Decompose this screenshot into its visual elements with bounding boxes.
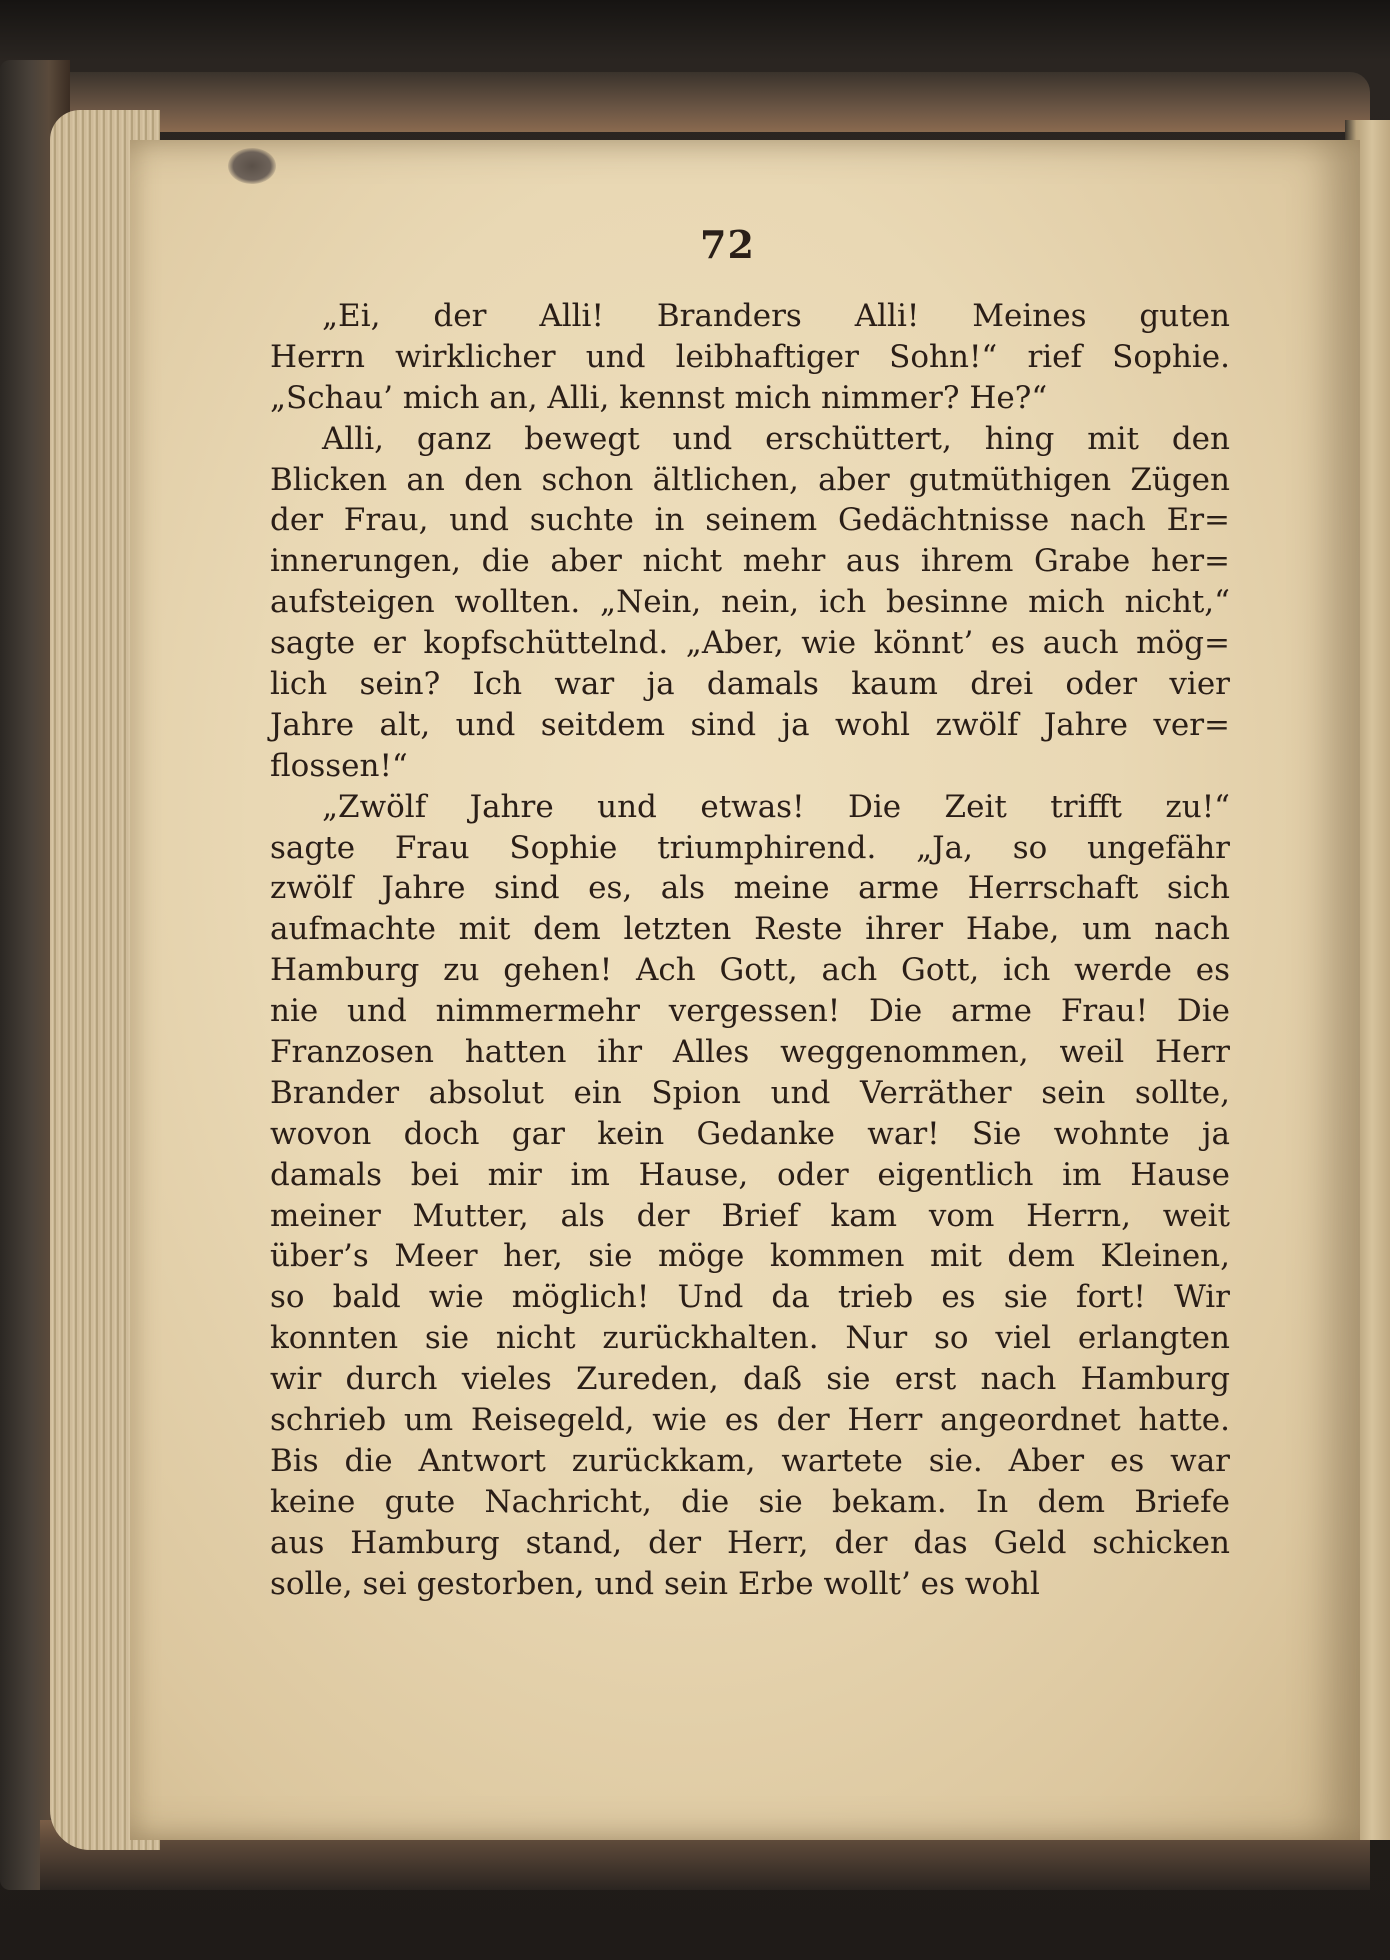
text-line: Franzosen hatten ihr Alles weggenommen, weil Herr: [270, 1034, 1230, 1071]
text-line: Hamburg zu gehen! Ach Gott, ach Gott, ich werde es: [270, 952, 1230, 989]
text-line: der Frau, und suchte in seinem Gedächtnisse nach Er=: [270, 502, 1230, 539]
text-line: aus Hamburg stand, der Herr, der das Geld schicken: [270, 1524, 1230, 1561]
text-line: keine gute Nachricht, die sie bekam. In dem Briefe: [270, 1483, 1230, 1520]
text-line: wovon doch gar kein Gedanke war! Sie wohnte ja: [270, 1115, 1230, 1152]
text-line: konnten sie nicht zurückhalten. Nur so viel erlangten: [270, 1320, 1230, 1357]
text-line: aufmachte mit dem letzten Reste ihrer Habe, um nach: [270, 911, 1230, 948]
text-line: flossen!“: [270, 747, 408, 784]
text-line: solle, sei gestorben, und sein Erbe wollt’ es wohl: [270, 1565, 1040, 1602]
text-line: so bald wie möglich! Und da trieb es sie fort! Wir: [270, 1279, 1230, 1316]
text-line: „Ei, der Alli! Branders Alli! Meines guten: [322, 298, 1230, 334]
text-line: lich sein? Ich war ja damals kaum drei oder vier: [270, 666, 1230, 703]
text-line: Brander absolut ein Spion und Verräther sein sollte,: [270, 1074, 1230, 1111]
text-line: zwölf Jahre sind es, als meine arme Herrschaft sich: [270, 870, 1230, 907]
text-line: über’s Meer her, sie möge kommen mit dem Kleinen,: [270, 1238, 1230, 1275]
text-line: Jahre alt, und seitdem sind ja wohl zwölf Jahre ver=: [270, 706, 1230, 743]
text-line: sagte Frau Sophie triumphirend. „Ja, so ungefähr: [270, 829, 1230, 866]
text-line: Bis die Antwort zurückkam, wartete sie. Aber es war: [270, 1442, 1230, 1479]
text-line: „Zwölf Jahre und etwas! Die Zeit trifft zu!“: [322, 788, 1230, 825]
page-number: 72: [700, 222, 755, 267]
ink-stain: [228, 148, 276, 184]
text-line: aufsteigen wollten. „Nein, nein, ich besinne mich nicht,“: [270, 584, 1230, 621]
text-line: schrieb um Reisegeld, wie es der Herr angeordnet hatte.: [270, 1402, 1230, 1439]
text-line: innerungen, die aber nicht mehr aus ihrem Grabe her=: [270, 543, 1230, 580]
text-line: Alli, ganz bewegt und erschüttert, hing mit den: [322, 420, 1230, 457]
text-line: damals bei mir im Hause, oder eigentlich im Hause: [270, 1156, 1230, 1193]
text-line: „Schau’ mich an, Alli, kennst mich nimmer? He?“: [270, 379, 1048, 416]
text-line: wir durch vieles Zureden, daß sie erst nach Hamburg: [270, 1361, 1230, 1398]
text-line: meiner Mutter, als der Brief kam vom Herrn, weit: [270, 1197, 1230, 1234]
body-text: [270, 296, 1230, 1605]
text-line: nie und nimmermehr vergessen! Die arme Frau! Die: [270, 993, 1230, 1030]
book-cover-top-edge: [20, 72, 1370, 132]
text-line: Herrn wirklicher und leibhaftiger Sohn!“ rief Sophie.: [270, 338, 1230, 375]
text-line: Blicken an den schon ältlichen, aber gutmüthigen Zügen: [270, 461, 1230, 498]
text-line: sagte er kopfschüttelnd. „Aber, wie könnt’ es auch mög=: [270, 625, 1230, 662]
